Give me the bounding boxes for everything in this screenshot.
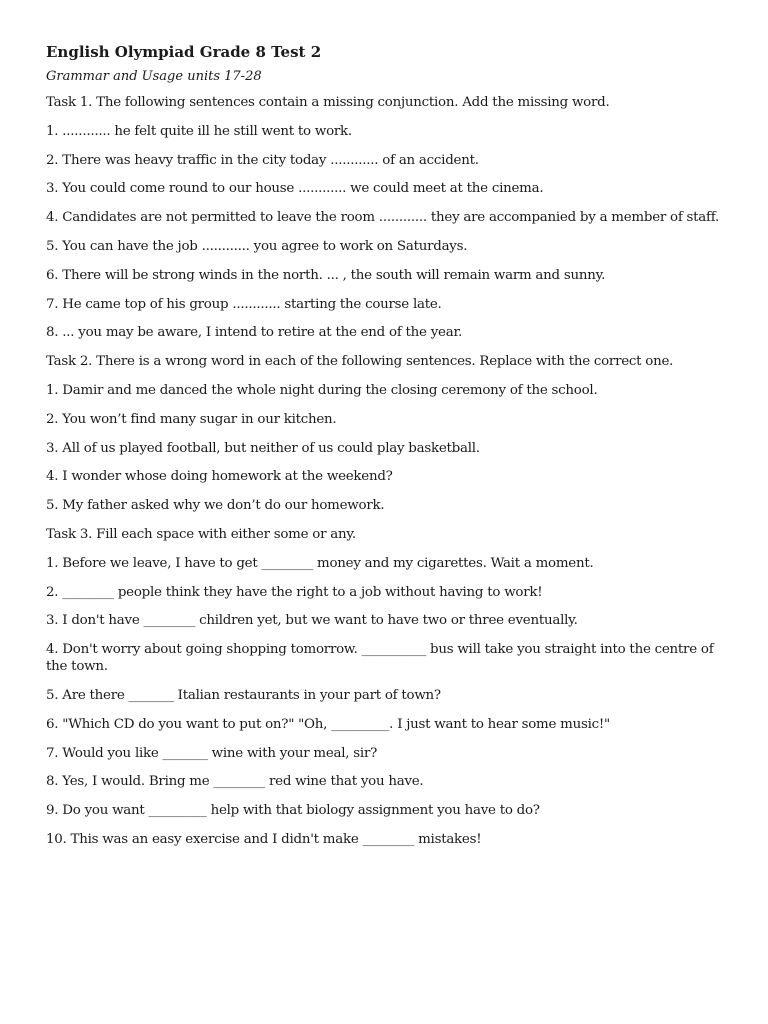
task-2-item: 2. You won’t find many sugar in our kitchen. [46,411,337,427]
task-3-item: 2. ________ people think they have the right to a job without having to work! [46,584,543,600]
task-3-item: 10. This was an easy exercise and I didn't make ________ mistakes! [46,831,482,847]
task-3-item: 8. Yes, I would. Bring me ________ red wine that you have. [46,774,424,790]
task-1-heading: Task 1. The following sentences contain a missing conjunction. Add the missing word. [46,95,610,110]
task-1-item: 8. ... you may be aware, I intend to retire at the end of the year. [46,325,463,341]
task-1-item: 1. ............ he felt quite ill he still went to work. [46,123,352,139]
task-3-item: 7. Would you like _______ wine with your meal, sir? [46,745,378,761]
task-2-heading: Task 2. There is a wrong word in each of the following sentences. Replace with the correct one. [46,354,674,370]
task-1-item: 5. You can have the job ............ you agree to work on Saturdays. [46,238,468,254]
task-2-item: 4. I wonder whose doing homework at the weekend? [46,469,393,485]
worksheet-page [46,42,736,860]
task-1-section [46,94,736,341]
task-2-item: 3. All of us played football, but neither of us could play basketball. [46,440,480,456]
task-3-section [46,526,736,848]
document-title: English Olympiad Grade 8 Test 2 [46,43,322,61]
task-3-item: 1. Before we leave, I have to get ________ money and my cigarettes. Wait a moment. [46,555,594,571]
task-3-item: 6. "Which CD do you want to put on?" "Oh, _________. I just want to hear some music!" [46,716,610,732]
task-1-item: 6. There will be strong winds in the north. ... , the south will remain warm and sunny. [46,267,606,283]
document-subtitle: Grammar and Usage units 17-28 [46,69,262,84]
task-3-heading: Task 3. Fill each space with either some or any. [46,526,356,542]
task-1-item: 7. He came top of his group ............ starting the course late. [46,296,442,312]
task-1-item: 4. Candidates are not permitted to leave the room ............ they are accompanied by a member of staff. [46,210,719,226]
task-2-item: 1. Damir and me danced the whole night during the closing ceremony of the school. [46,382,598,398]
task-2-item: 5. My father asked why we don’t do our homework. [46,498,385,514]
task-1-item: 2. There was heavy traffic in the city today ............ of an accident. [46,152,479,168]
task-2-section [46,353,736,514]
task-3-item: 4. Don't worry about going shopping tomorrow. __________ bus will take you straight into the centre of the town. [46,642,714,675]
task-3-item: 3. I don't have ________ children yet, but we want to have two or three eventually. [46,613,578,629]
task-3-item: 9. Do you want _________ help with that biology assignment you have to do? [46,803,540,819]
task-3-item: 5. Are there _______ Italian restaurants in your part of town? [46,687,441,703]
task-1-item: 3. You could come round to our house ............ we could meet at the cinema. [46,181,544,197]
